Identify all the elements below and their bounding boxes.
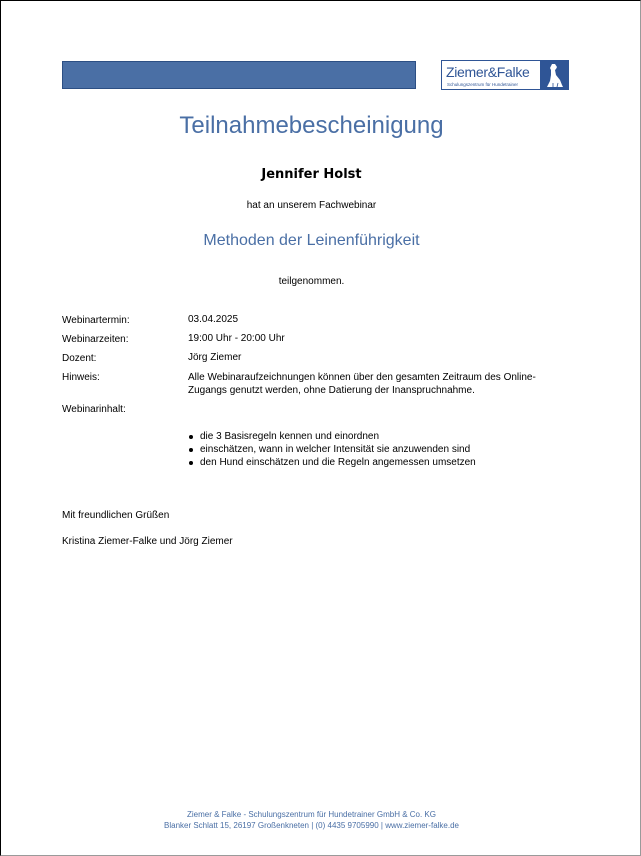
signatures: Kristina Ziemer-Falke und Jörg Ziemer: [62, 536, 233, 547]
certificate-title: Teilnahmebescheinigung: [179, 112, 444, 139]
company-logo: [441, 60, 569, 90]
footer-address: Blanker Schlatt 15, 26197 Großenkneten | (0) 4435 9705990 | www.ziemer-falke.de: [164, 821, 459, 830]
header-bar: [62, 61, 416, 89]
dog-icon: [540, 61, 568, 89]
bullet-icon: [189, 448, 193, 452]
logo-name: Ziemer&Falke: [446, 64, 530, 80]
date-label: Webinartermin:: [62, 315, 130, 326]
logo-subtitle: Schulungszentrum für Hundetrainer: [447, 82, 519, 87]
list-item-text: den Hund einschätzen und die Regeln angemessen umsetzen: [200, 457, 476, 468]
note-line-1: Alle Webinaraufzeichnungen können über den gesamten Zeitraum des Online-: [188, 372, 536, 383]
list-item-text: einschätzen, wann in welcher Intensität sie anzuwenden sind: [200, 444, 471, 455]
list-item: [188, 443, 476, 456]
note-line-2: Zugangs genutzt werden, ohne Datierung der Inanspruchnahme.: [188, 384, 475, 396]
list-item-text: die 3 Basisregeln kennen und einordnen: [200, 431, 380, 442]
list-item: [188, 456, 476, 469]
content-label: Webinarinhalt:: [62, 404, 126, 415]
lecturer-value: Jörg Ziemer: [188, 352, 242, 363]
date-value: 03.04.2025: [188, 314, 239, 325]
bullet-icon: [189, 435, 193, 439]
time-label: Webinarzeiten:: [62, 334, 129, 345]
participant-name: Jennifer Holst: [261, 167, 362, 182]
webinar-title: Methoden der Leinenführigkeit: [203, 232, 420, 249]
greeting: Mit freundlichen Grüßen: [62, 510, 170, 521]
content-list: [188, 430, 476, 469]
attended-text: teilgenommen.: [278, 276, 345, 287]
note-value: [188, 372, 568, 397]
lecturer-label: Dozent:: [62, 353, 97, 364]
time-value: 19:00 Uhr - 20:00 Uhr: [188, 333, 285, 344]
bullet-icon: [189, 461, 193, 465]
list-item: [188, 430, 476, 443]
intro-text: hat an unserem Fachwebinar: [246, 200, 377, 211]
footer-company: Ziemer & Falke - Schulungszentrum für Hundetrainer GmbH & Co. KG: [187, 810, 436, 819]
note-label: Hinweis:: [62, 372, 100, 383]
